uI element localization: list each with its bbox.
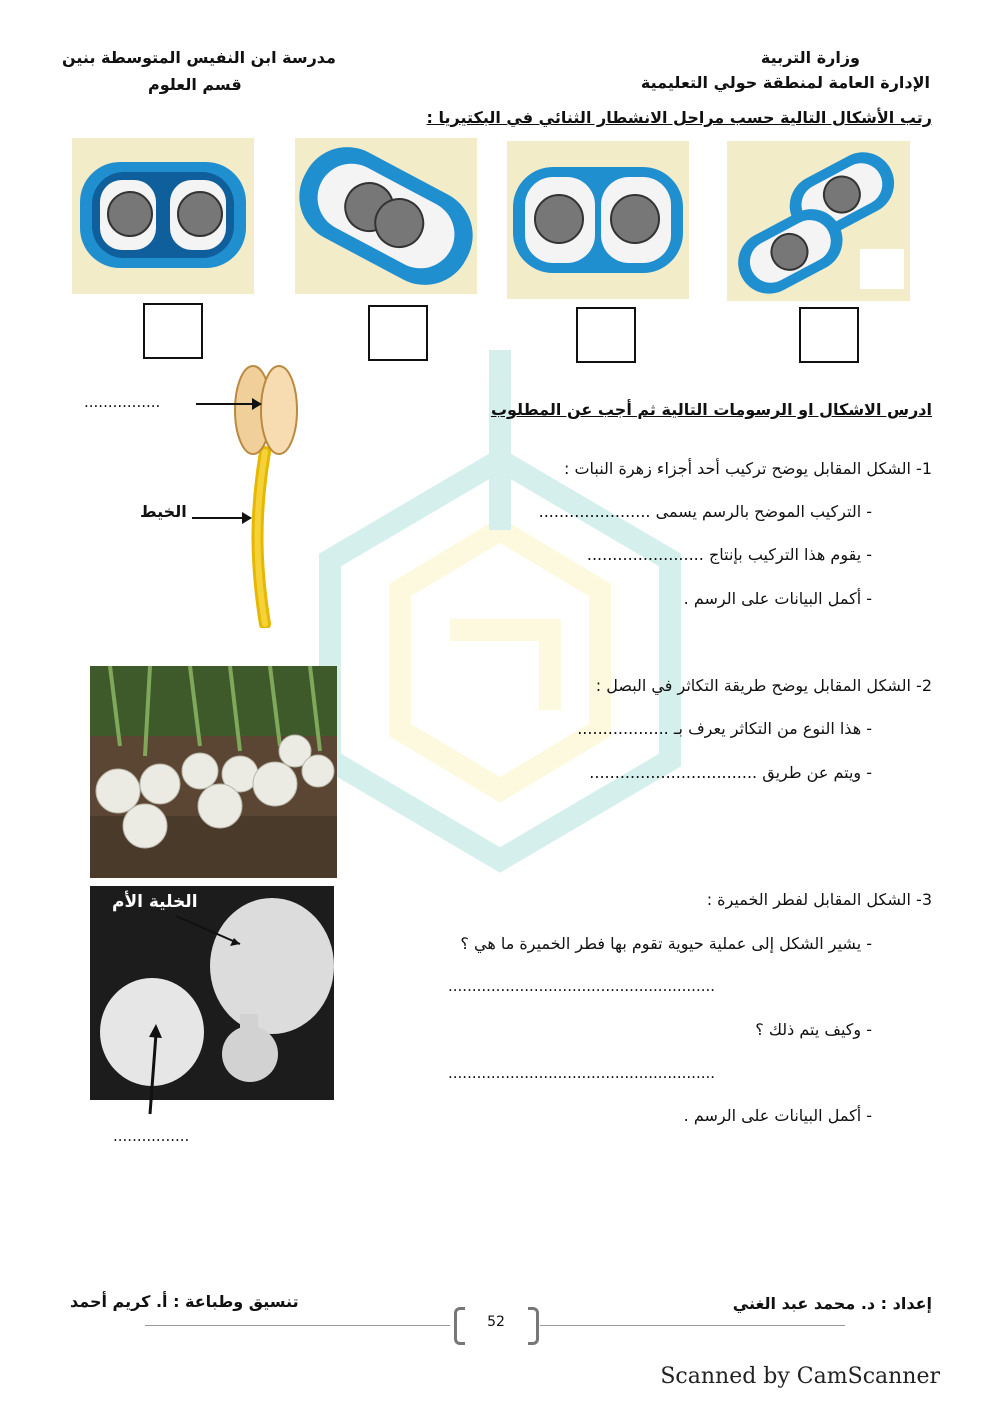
arrow-to-daughter-cell	[140, 1024, 164, 1116]
section-title: ادرس الاشكال او الرسومات التالية ثم أجب عن المطلوب	[490, 400, 932, 419]
onion-bulbs-photo	[90, 666, 337, 878]
q2-line-2: - ويتم عن طريق .................................	[589, 763, 872, 782]
q1-title: 1- الشكل المقابل يوضح تركيب أحد أجزاء زهرة النبات :	[563, 459, 932, 478]
q1-line-3: - أكمل البيانات على الرسم .	[683, 589, 872, 608]
page-number-bracket-left	[454, 1307, 465, 1345]
bacteria-dividing-septum-image	[72, 138, 254, 294]
footer-prepared-by: إعداد : د. محمد عبد الغني	[732, 1294, 932, 1313]
page-number-bracket-right	[528, 1307, 539, 1345]
arrow-to-filament	[192, 510, 252, 526]
bacteria-wall-formed-image	[507, 141, 689, 299]
bacteria-separated-cells-image	[727, 141, 910, 301]
q3-title: 3- الشكل المقابل لفطر الخميرة :	[706, 890, 932, 909]
stamen-label-blank[interactable]: ................	[84, 393, 161, 411]
header-district: الإدارة العامة لمنطقة حولي التعليمية	[640, 73, 930, 92]
header-school: مدرسة ابن النفيس المتوسطة بنين	[62, 48, 336, 67]
page-number: 52	[487, 1314, 505, 1330]
header-department: قسم العلوم	[148, 75, 242, 94]
order-answer-box-1[interactable]	[143, 303, 203, 359]
q2-line-1: - هذا النوع من التكاثر يعرف بـ ..................	[577, 719, 872, 738]
arrow-to-anther	[196, 396, 262, 412]
order-answer-box-4[interactable]	[799, 307, 859, 363]
bacteria-stage-panel-4	[727, 141, 910, 301]
yeast-image-label: الخلية الأم	[112, 892, 198, 912]
q3-line-3: - أكمل البيانات على الرسم .	[683, 1106, 872, 1125]
q3-line-1: - يشير الشكل إلى عملية حيوية تقوم بها فطر الخميرة ما هي ؟	[460, 934, 872, 953]
yeast-budding-photo	[90, 886, 334, 1100]
arrow-to-mother-cell	[90, 886, 334, 1100]
q2-title: 2- الشكل المقابل يوضح طريقة التكاثر في البصل :	[595, 676, 932, 695]
q1-line-2: - يقوم هذا التركيب بإنتاج .......................	[586, 545, 872, 564]
camscanner-watermark: Scanned by CamScanner	[660, 1364, 940, 1389]
q3-line-2: - وكيف يتم ذلك ؟	[755, 1020, 872, 1039]
yeast-label-blank[interactable]: ................	[113, 1127, 190, 1145]
footer-rule-right	[540, 1325, 845, 1326]
footer-typeset-by: تنسيق وطباعة : أ. كريم أحمد	[70, 1292, 299, 1311]
q3-answer-dots-2[interactable]: ........................................................	[448, 1064, 716, 1082]
bacteria-elongated-image	[295, 138, 477, 294]
footer-rule-left	[145, 1325, 450, 1326]
filament-label: الخيط	[140, 502, 187, 521]
order-answer-box-2[interactable]	[368, 305, 428, 361]
q1-line-1: - التركيب الموضح بالرسم يسمى ......................	[538, 502, 872, 521]
bacteria-stage-panel-3	[507, 141, 689, 299]
q3-answer-dots-1[interactable]: ........................................................	[448, 977, 716, 995]
header-ministry: وزارة التربية	[760, 48, 860, 67]
bacteria-stage-panel-2	[295, 138, 477, 294]
bacteria-stage-panel-1	[72, 138, 254, 294]
order-answer-box-3[interactable]	[576, 307, 636, 363]
order-question-title: رتب الأشكال التالية حسب مراحل الانشطار الثنائي في البكتيريا :	[426, 108, 932, 127]
